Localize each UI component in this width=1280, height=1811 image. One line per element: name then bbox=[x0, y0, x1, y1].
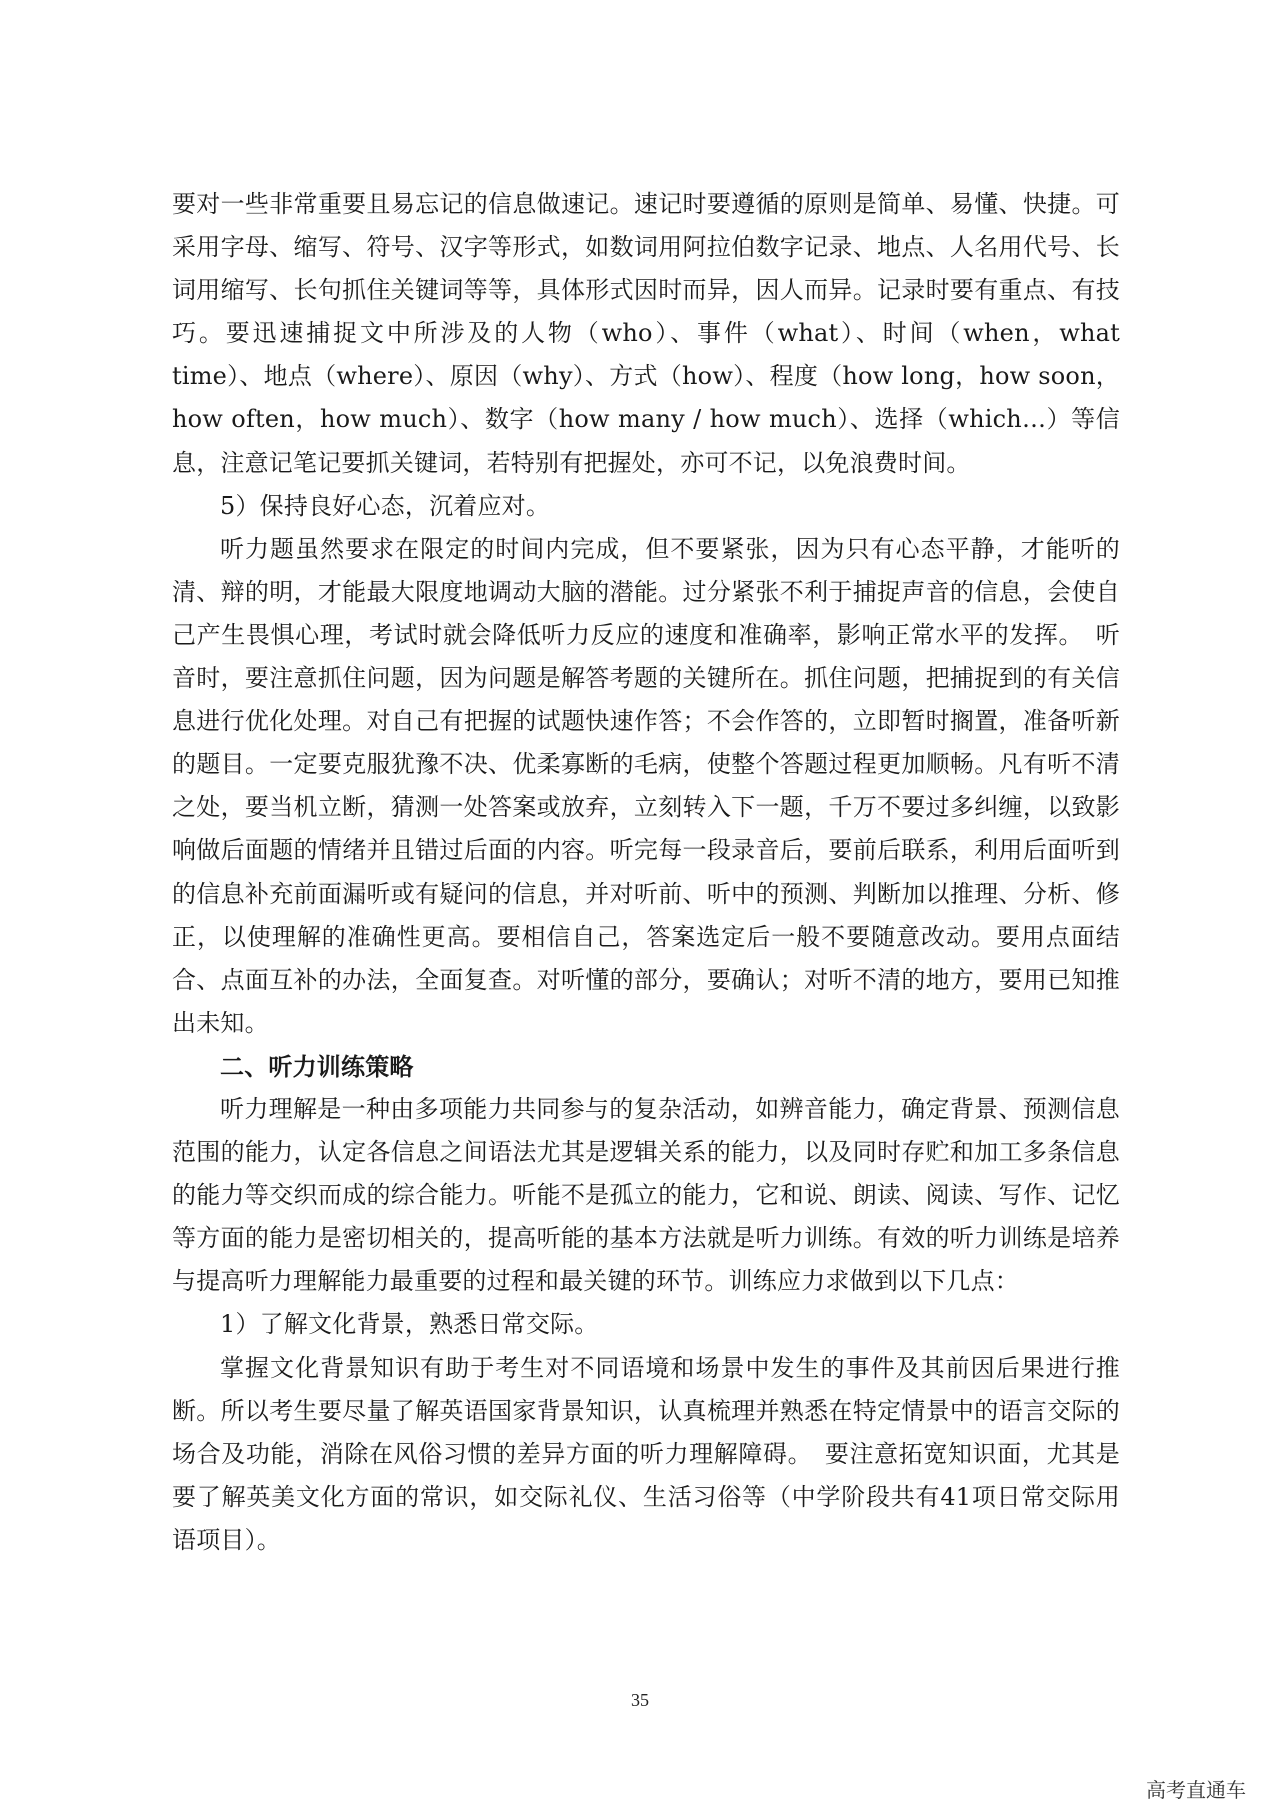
section-heading-training-strategy: 二、听力训练策略 bbox=[220, 1051, 414, 1081]
paragraph-cultural-background: 掌握文化背景知识有助于考生对不同语境和场景中发生的事件及其前因后果进行推断。所以考生要尽量了解英语国家背景知识，认真梳理并熟悉在特定情景中的语言交际的场合及功能，消除在风俗习惯的差异方面的听力理解障碍。 要注意拓宽知识面，尤其是要了解英美文化方面的常识，如交际礼仪、生活习俗等（中学阶段共有41项日常交际用语项目）。 bbox=[172, 1353, 1120, 1554]
list-item-cultural-background: 1）了解文化背景，熟悉日常交际。 bbox=[220, 1310, 599, 1339]
page-body bbox=[172, 183, 1120, 1562]
paragraph-shorthand-notes: 要对一些非常重要且易忘记的信息做速记。速记时要遵循的原则是简单、易懂、快捷。可采用字母、缩写、符号、汉字等形式，如数词用阿拉伯数字记录、地点、人名用代号、长词用缩写、长句抓住关键词等等，具体形式因时而异，因人而异。记录时要有重点、有技巧。要迅速捕捉文中所涉及的人物（who）、事件（what）、时间（when，what time）、地点（where）、原因（why）、方式（how）、程度（how long，how soon，how often，how much）、数字（how many / how much）、选择（which…）等信息，注意记笔记要抓关键词，若特别有把握处，亦可不记，以免浪费时间。 bbox=[172, 190, 1120, 477]
watermark-text: 高考直通车 bbox=[1146, 1778, 1246, 1802]
list-item-calm-mindset: 5）保持良好心态，沉着应对。 bbox=[220, 491, 551, 520]
page-number: 35 bbox=[631, 1690, 649, 1710]
paragraph-training-intro: 听力理解是一种由多项能力共同参与的复杂活动，如辨音能力，确定背景、预测信息范围的能力，认定各信息之间语法尤其是逻辑关系的能力，以及同时存贮和加工多条信息的能力等交织而成的综合能力。听能不是孤立的能力，它和说、朗读、阅读、写作、记忆等方面的能力是密切相关的，提高听能的基本方法就是听力训练。有效的听力训练是培养与提高听力理解能力最重要的过程和最关键的环节。训练应力求做到以下几点： bbox=[172, 1094, 1120, 1296]
paragraph-calm-mindset: 听力题虽然要求在限定的时间内完成，但不要紧张，因为只有心态平静，才能听的清、辩的明，才能最大限度地调动大脑的潜能。过分紧张不利于捕捉声音的信息，会使自己产生畏惧心理，考试时就会降低听力反应的速度和准确率，影响正常水平的发挥。 听音时，要注意抓住问题，因为问题是解答考题的关键所在。抓住问题，把捕捉到的有关信息进行优化处理。对自己有把握的试题快速作答；不会作答的，立即暂时搁置，准备听新的题目。一定要克服犹豫不决、优柔寡断的毛病，使整个答题过程更加顺畅。凡有听不清之处，要当机立断，猜测一处答案或放弃，立刻转入下一题，千万不要过多纠缠，以致影响做后面题的情绪并且错过后面的内容。听完每一段录音后，要前后联系，利用后面听到的信息补充前面漏听或有疑问的信息，并对听前、听中的预测、判断加以推理、分析、修正，以使理解的准确性更高。要相信自己，答案选定后一般不要随意改动。要用点面结合、点面互补的办法，全面复查。对听懂的部分，要确认；对听不清的地方，要用已知推出未知。 bbox=[172, 534, 1120, 1037]
